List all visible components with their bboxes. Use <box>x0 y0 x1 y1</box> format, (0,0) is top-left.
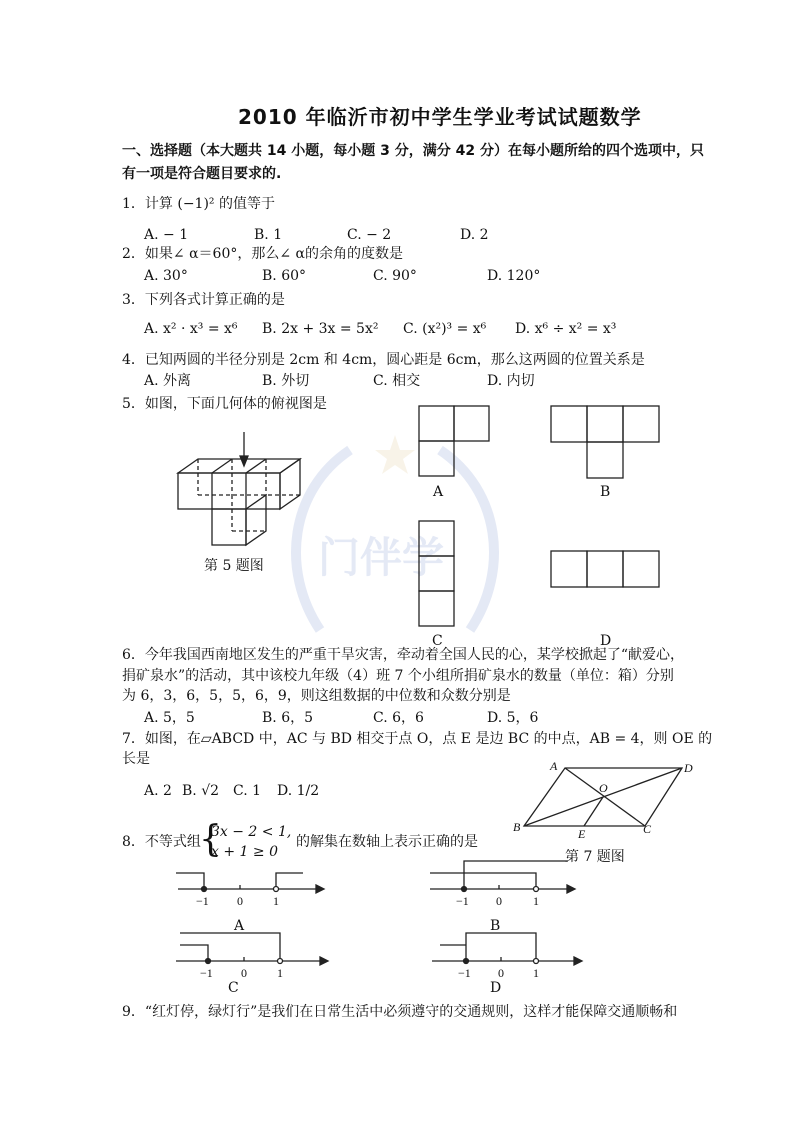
q7-line2: 长是 <box>122 751 150 767</box>
q5-solid-figure <box>178 432 300 545</box>
q6-line3: 为 6，3，6，5，5，6，9，则这组数据的中位数和众数分别是 <box>122 688 511 704</box>
q1-stem: 1．计算 (−1)² 的值等于 <box>122 196 275 212</box>
q8-brace: { <box>199 819 222 860</box>
q7-option-a: A. 2 <box>144 783 172 799</box>
q1-option-c: C. − 2 <box>347 227 392 243</box>
page-title: 2010 年临沂市初中学生学业考试试题数学 <box>238 105 642 129</box>
q5-option-a-figure <box>419 406 489 476</box>
q5-option-b-figure <box>551 406 659 478</box>
q2-option-c: C. 90° <box>373 268 417 284</box>
q1-option-b: B. 1 <box>254 227 283 243</box>
q7-option-c: C. 1 <box>233 783 262 799</box>
q8-label-a: A <box>234 918 245 934</box>
q8-numberline-a <box>176 873 324 893</box>
q6-option-c: C. 6，6 <box>373 710 424 726</box>
q3-stem: 3．下列各式计算正确的是 <box>122 292 285 308</box>
q7-point-b: B <box>513 820 521 834</box>
q8-c-tick-1: 1 <box>277 966 283 980</box>
q8-c-tick-neg1: −1 <box>200 966 213 980</box>
q8-system-line2: x + 1 ≥ 0 <box>211 844 278 860</box>
q8-b-tick-neg1: −1 <box>456 894 469 908</box>
q5-label-a: A <box>433 484 444 500</box>
section-header-line1: 一、选择题（本大题共 14 小题，每小题 3 分，满分 42 分）在每小题所给的四个选项中，只 <box>122 143 704 159</box>
q7-option-b: B. √2 <box>182 783 220 799</box>
q3-option-b: B. 2x + 3x = 5x² <box>262 321 379 337</box>
q8-a-tick-0: 0 <box>237 894 243 908</box>
q5-label-d: D <box>600 633 612 649</box>
q6-line1: 6．今年我国西南地区发生的严重干旱灾害，牵动着全国人民的心，某学校掀起了“献爱心， <box>122 647 685 663</box>
q8-numberline-d <box>432 933 582 965</box>
q8-a-tick-neg1: −1 <box>196 894 209 908</box>
watermark-text: 门伴学 <box>318 533 445 582</box>
q6-option-a: A. 5，5 <box>144 710 195 726</box>
q8-d-tick-1: 1 <box>533 966 539 980</box>
q8-label-c: C <box>228 980 239 996</box>
q7-parallelogram-figure <box>524 768 682 826</box>
q4-option-c: C. 相交 <box>373 373 421 389</box>
q7-line1: 7．如图，在▱ABCD 中，AC 与 BD 相交于点 O，点 E 是边 BC 的中点，AB = 4，则 OE 的 <box>122 731 713 747</box>
q2-stem: 2．如果∠ α＝60°，那么∠ α的余角的度数是 <box>122 246 403 262</box>
q6-option-b: B. 6，5 <box>262 710 314 726</box>
q7-point-e: E <box>578 827 586 841</box>
q4-option-d: D. 内切 <box>487 373 535 389</box>
q5-option-d-figure <box>551 551 659 587</box>
q5-stem: 5．如图，下面几何体的俯视图是 <box>122 396 327 412</box>
q3-option-c: C. (x²)³ = x⁶ <box>403 321 487 337</box>
section-header-line2: 有一项是符合题目要求的. <box>122 166 282 182</box>
q4-option-b: B. 外切 <box>262 373 310 389</box>
q1-option-a: A. − 1 <box>144 227 189 243</box>
q8-b-tick-0: 0 <box>496 894 502 908</box>
q5-label-b: B <box>600 484 611 500</box>
q8-numberline-b <box>430 861 575 893</box>
q8-label-d: D <box>490 980 502 996</box>
q8-c-tick-0: 0 <box>241 966 247 980</box>
q9-line1: 9．“红灯停，绿灯行”是我们在日常生活中必须遵守的交通规则，这样才能保障交通顺畅和 <box>122 1004 678 1020</box>
q7-option-d: D. 1/2 <box>277 783 320 799</box>
q7-point-a: A <box>550 759 558 773</box>
q7-point-d: D <box>684 761 693 775</box>
q1-option-d: D. 2 <box>460 227 489 243</box>
q7-caption: 第 7 题图 <box>565 849 625 865</box>
q6-line2: 捐矿泉水”的活动，其中该校九年级（4）班 7 个小组所捐矿泉水的数量（单位：箱）分别 <box>122 668 674 684</box>
q4-stem: 4．已知两圆的半径分别是 2cm 和 4cm，圆心距是 6cm，那么这两圆的位置关系是 <box>122 352 645 368</box>
q8-a-tick-1: 1 <box>273 894 279 908</box>
q8-stem-prefix: 8．不等式组 <box>122 834 201 850</box>
q6-option-d: D. 5，6 <box>487 710 539 726</box>
q2-option-a: A. 30° <box>144 268 188 284</box>
q8-system-line1: 3x − 2 < 1, <box>211 824 292 840</box>
q8-b-tick-1: 1 <box>533 894 539 908</box>
q5-caption: 第 5 题图 <box>204 558 264 574</box>
q8-stem-suffix: 的解集在数轴上表示正确的是 <box>296 834 478 850</box>
q8-numberline-c <box>176 933 328 965</box>
q3-option-a: A. x² · x³ = x⁶ <box>144 321 238 337</box>
q3-option-d: D. x⁶ ÷ x² = x³ <box>515 321 617 337</box>
q7-point-c: C <box>643 822 652 836</box>
q2-option-b: B. 60° <box>262 268 307 284</box>
q2-option-d: D. 120° <box>487 268 541 284</box>
q5-label-c: C <box>432 633 443 649</box>
q8-d-tick-0: 0 <box>498 966 504 980</box>
q4-option-a: A. 外离 <box>144 373 192 389</box>
q8-d-tick-neg1: −1 <box>458 966 471 980</box>
q7-point-o: O <box>599 781 608 795</box>
q5-option-c-figure <box>419 521 454 626</box>
q8-label-b: B <box>490 918 501 934</box>
